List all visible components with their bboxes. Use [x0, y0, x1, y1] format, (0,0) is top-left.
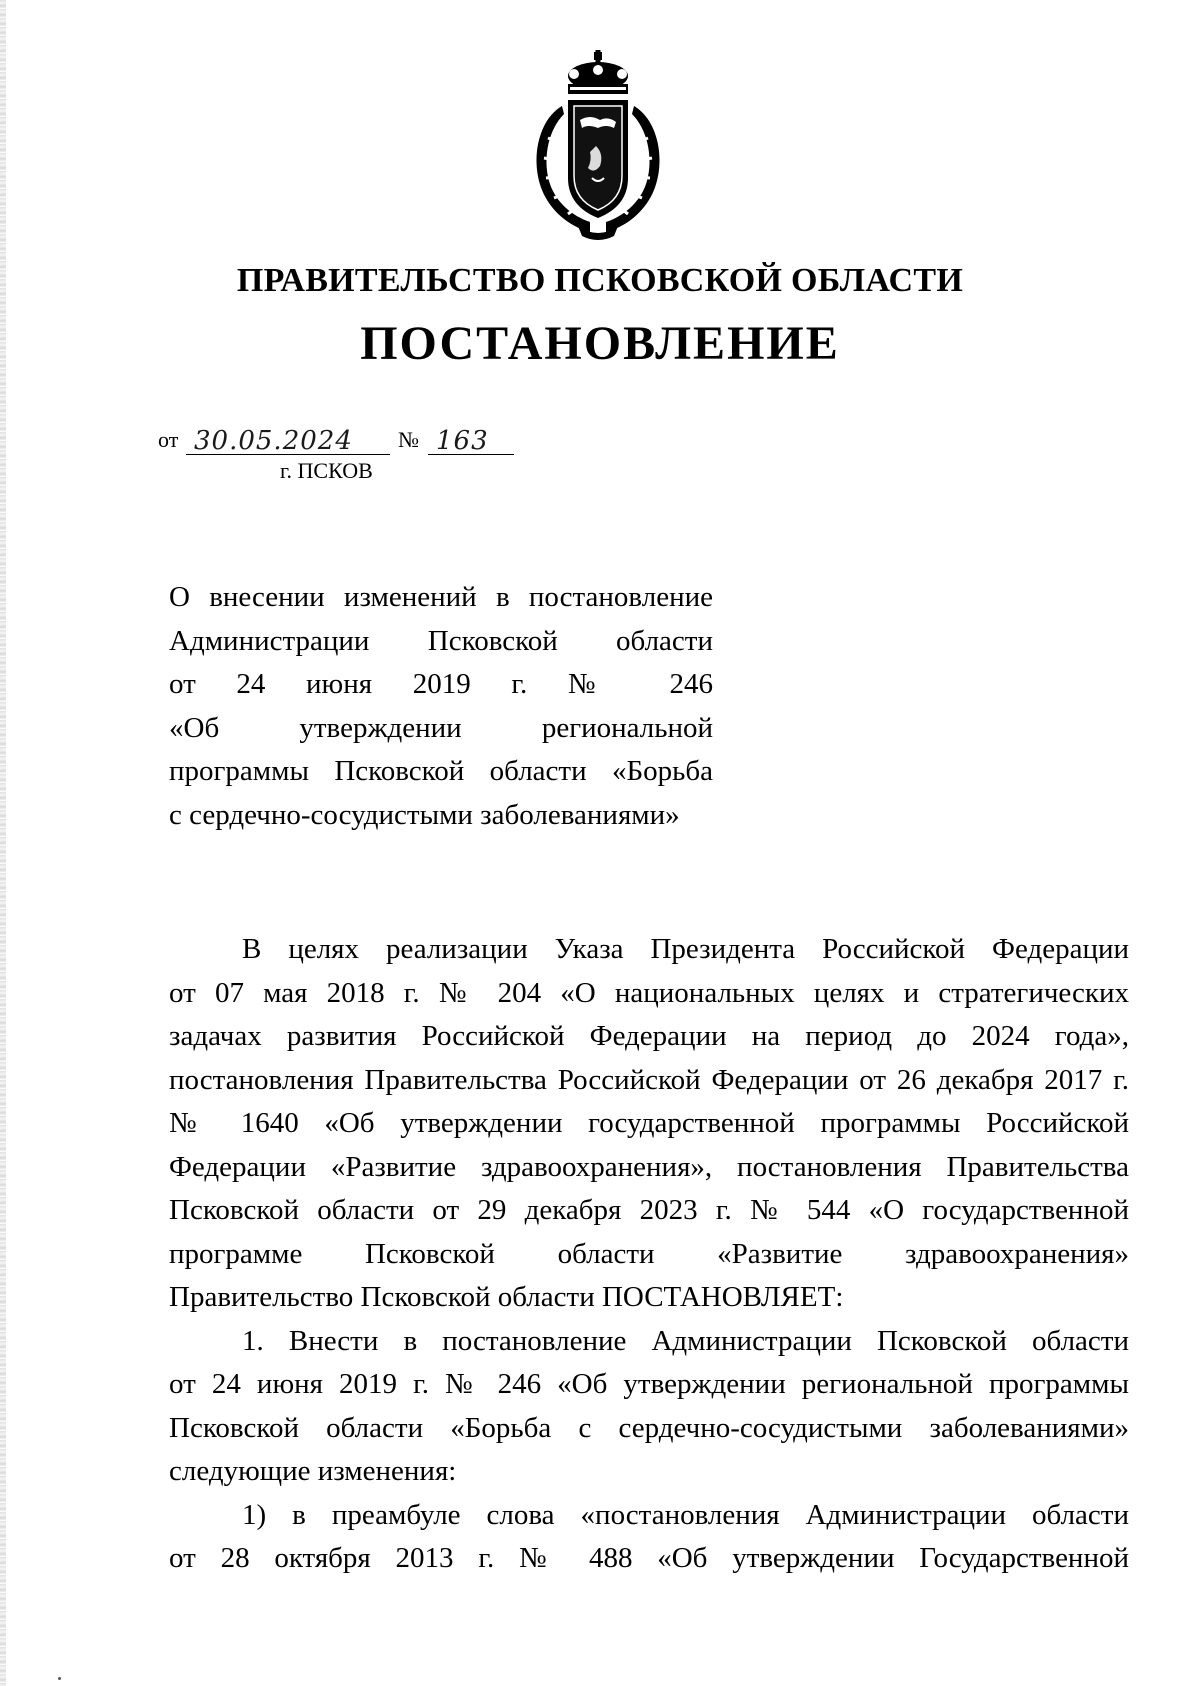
- body-line: № 1640 «Об утверждении государственной программы Российской: [169, 1107, 1129, 1139]
- date-handwritten: 30.05.2024: [194, 426, 353, 456]
- body-line: от 28 октября 2013 г. № 488 «Об утверждении Государственной: [169, 1542, 1129, 1574]
- body-line: Псковской области от 29 декабря 2023 г. № 544 «О государственной: [169, 1194, 1129, 1226]
- body-line: Псковской области «Борьба с сердечно-сосудистыми заболеваниями»: [169, 1411, 1129, 1444]
- body-line: задачах развития Российской Федерации на период до 2024 года»,: [169, 1020, 1129, 1052]
- body-line: Федерации «Развитие здравоохранения», постановления Правительства: [169, 1150, 1129, 1183]
- subject-line: программы Псковской области «Борьба: [169, 755, 713, 788]
- subject-line: «Об утверждении региональной: [169, 711, 713, 744]
- subject-line: с сердечно-сосудистыми заболеваниями»: [169, 798, 680, 831]
- body-line: В целях реализации Указа Президента Российской Федерации: [242, 933, 1129, 965]
- body-line: от 07 мая 2018 г. № 204 «О национальных целях и стратегических: [169, 976, 1129, 1009]
- date-from-label: от: [158, 427, 179, 452]
- subject-line: от 24 июня 2019 г. № 246: [169, 668, 713, 701]
- subject-line: О внесении изменений в постановление: [169, 581, 713, 613]
- body-line: программе Псковской области «Развитие здравоохранения»: [169, 1237, 1129, 1270]
- date-number-line: [158, 425, 558, 459]
- government-title: ПРАВИТЕЛЬСТВО ПСКОВСКОЙ ОБЛАСТИ: [236, 262, 964, 299]
- body-line: постановления Правительства Российской Федерации от 26 декабря 2017 г.: [169, 1063, 1129, 1096]
- scan-edge: [0, 0, 6, 1686]
- body-line: 1. Внести в постановление Администрации Псковской области: [242, 1324, 1129, 1357]
- scan-speck: [58, 1677, 61, 1680]
- body-line: от 24 июня 2019 г. № 246 «Об утверждении региональной программы: [169, 1368, 1129, 1400]
- document-subject: [169, 576, 713, 838]
- city-label: г. ПСКОВ: [280, 458, 373, 483]
- coat-of-arms-icon: [528, 50, 668, 240]
- number-label: №: [398, 427, 419, 452]
- document-type-title: ПОСТАНОВЛЕНИЕ: [360, 317, 840, 370]
- body-line: 1) в преамбуле слова «постановления Администрации области: [242, 1498, 1129, 1531]
- body-line: Правительство Псковской области ПОСТАНОВЛЯЕТ:: [169, 1281, 844, 1313]
- number-handwritten: 163: [436, 426, 489, 456]
- body-line: следующие изменения:: [169, 1455, 457, 1487]
- subject-line: Администрации Псковской области: [169, 624, 713, 657]
- document-body: [169, 928, 1129, 1581]
